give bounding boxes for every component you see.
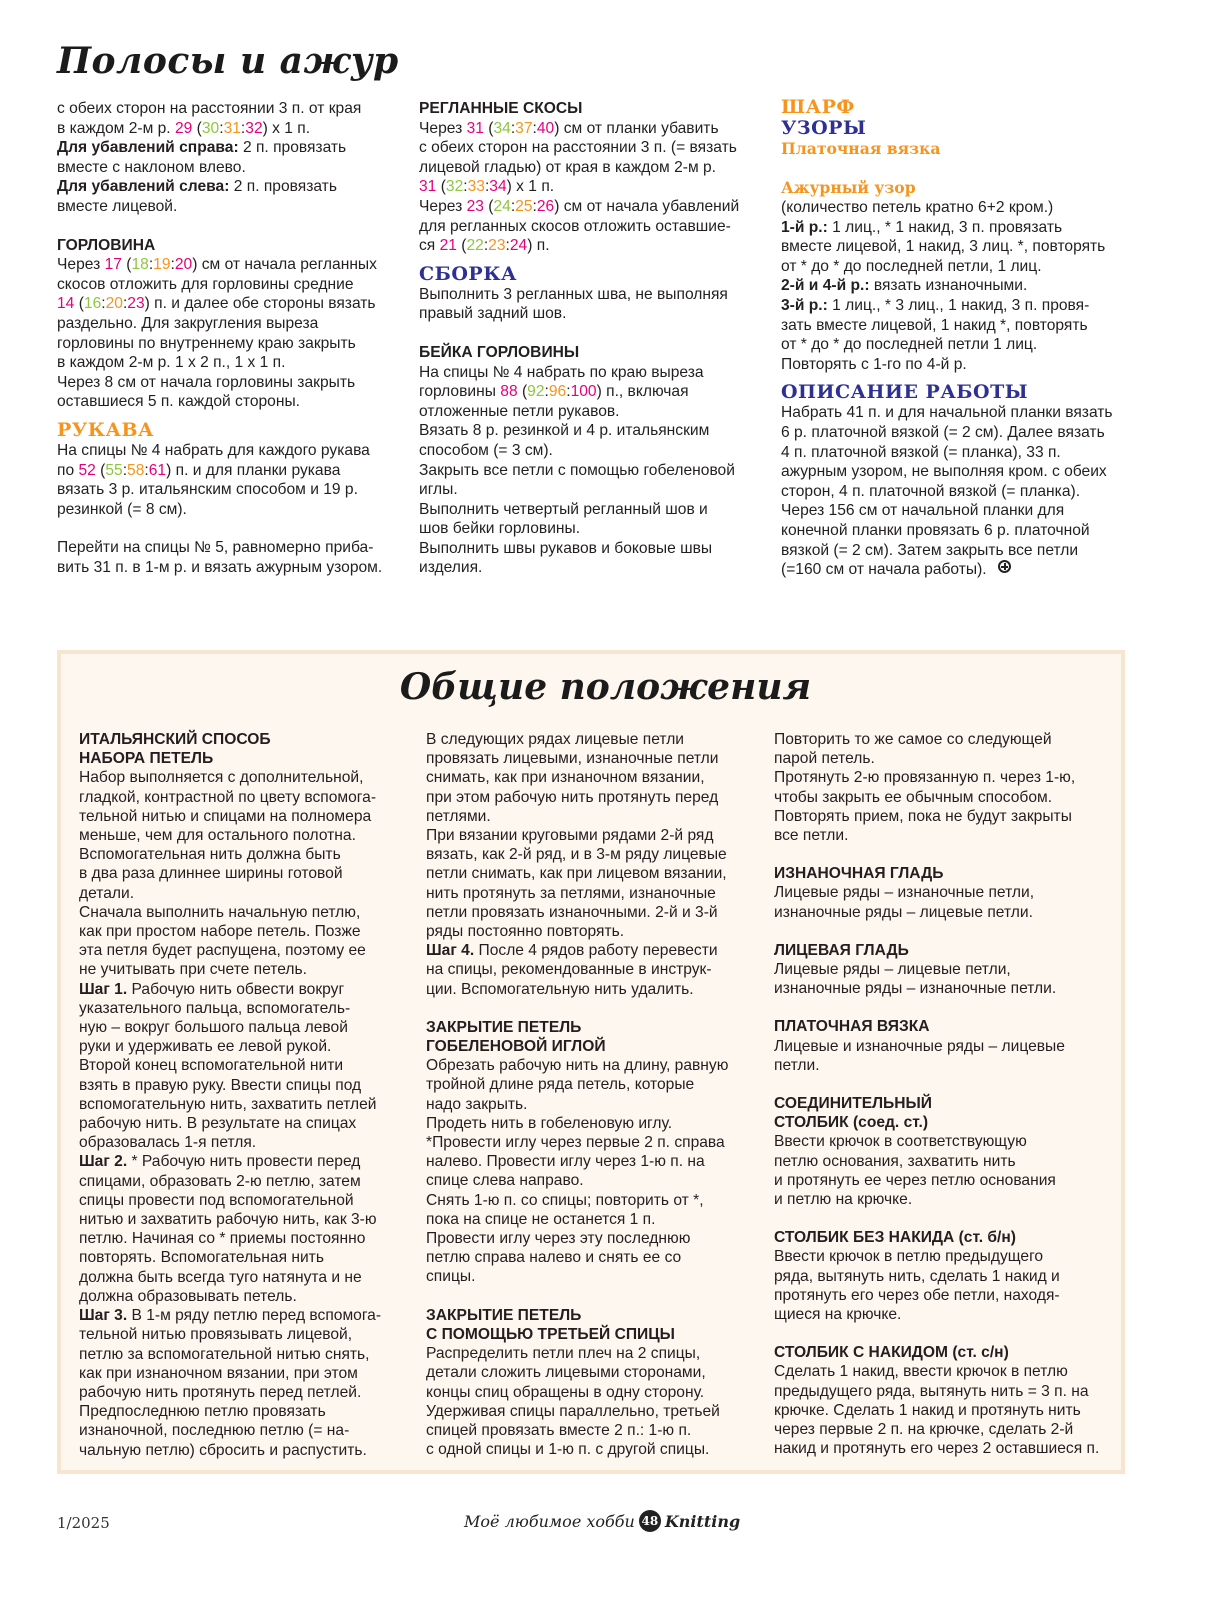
text-line: в каждом 2-м р. 29 (30:31:32) х 1 п.: [57, 119, 311, 137]
binding-text: [419, 363, 769, 579]
text-line: С ПОМОЩЬЮ ТРЕТЬЕЙ СПИЦЫ: [426, 1325, 675, 1343]
sleeves-text-2: [57, 538, 402, 577]
single-crochet-heading: СТОЛБИК БЕЗ НАКИДА (ст. б/н): [774, 1229, 1016, 1247]
text-line: СТОЛБИК (соед. ст.): [774, 1114, 929, 1132]
text-line: НАБОРА ПЕТЕЛЬ: [79, 750, 214, 768]
text-line: ажурным узором, не выполняя кром. с обеих: [781, 463, 1107, 481]
text-line: провязать лицевыми, изнаночные петли: [426, 750, 719, 768]
size-value: 24: [509, 237, 528, 255]
text-line: надо закрыть.: [426, 1095, 528, 1113]
text-line: Протянуть 2-ю провязанную п. через 1-ю,: [774, 769, 1076, 787]
slip-stitch-heading: [774, 1094, 1119, 1132]
text-line: *Провести иглу через первые 2 п. справа: [426, 1134, 725, 1152]
bold-term: 2-й и 4-й р.:: [781, 277, 870, 295]
size-value: 31: [466, 119, 484, 137]
size-value: 26: [536, 197, 555, 215]
text-line: спицами, образовать 2-ю петлю, затем: [79, 1172, 361, 1190]
bold-term: Шаг 1.: [79, 980, 128, 998]
page-title: Полосы и ажур: [57, 40, 399, 82]
size-value: 14: [57, 295, 75, 313]
text-line: через первые 2 п. на крючке, сделать 2-й: [774, 1421, 1074, 1439]
text-line: на спицы, рекомендованные в инструк-: [426, 961, 712, 979]
text-line: Повторять с 1-го по 4-й р.: [781, 355, 967, 373]
text-line: петлю. Начиная со * приемы постоянно: [79, 1230, 366, 1248]
text-line: Ввести крючок в петлю предыдущего: [774, 1248, 1044, 1266]
text-line: 14 (16:20:23) п. и далее обе стороны вязать: [57, 295, 376, 313]
purl-text: [774, 883, 1119, 921]
size-value: 32: [445, 178, 464, 196]
text-line: как при изнаночном вязании, при этом: [79, 1364, 358, 1382]
text-line: тельной нитью провязывать лицевой,: [79, 1326, 353, 1344]
text-line: петлю справа налево и снять ее со: [426, 1249, 682, 1267]
text-line: Шаг 1. Рабочую нить обвести вокруг: [79, 980, 345, 998]
text-line: лицевой гладью) от края в каждом 2-м р.: [419, 158, 717, 176]
text-line: накид и протянуть его через 2 оставшиеся п.: [774, 1440, 1100, 1458]
size-value: 88: [500, 383, 518, 401]
text-line: Повторять прием, пока не будут закрыты: [774, 807, 1072, 825]
text-line: изделия.: [419, 559, 483, 577]
continuation-text: [426, 730, 761, 999]
text-line: Через 8 см от начала горловины закрыть: [57, 373, 356, 391]
text-line: Для убавлений справа: 2 п. провязать: [57, 139, 347, 157]
garter-heading: Платочная вязка: [781, 139, 941, 158]
text-line: скосов отложить для горловины средние: [57, 275, 354, 293]
text-line: петлю основания, захватить нить: [774, 1152, 1016, 1170]
knit-text: [774, 960, 1119, 998]
size-value: 58: [127, 461, 145, 479]
bold-term: Шаг 4.: [426, 942, 475, 960]
text-line: Шаг 3. В 1-м ряду петлю перед вспомога-: [79, 1307, 382, 1325]
bold-term: Для убавлений слева:: [57, 178, 230, 196]
bold-term: Шаг 2.: [79, 1153, 128, 1171]
size-value: 23: [127, 295, 145, 313]
column-1: [57, 99, 402, 577]
size-value: 52: [78, 461, 96, 479]
text-line: вязать, как 2-й ряд, и в 3-м ряду лицевые: [426, 846, 727, 864]
text-line: пока на спице не останется 1 п.: [426, 1210, 656, 1228]
text-line: щиеся на крючке.: [774, 1306, 902, 1324]
size-value: 21: [439, 237, 457, 255]
text-line: 31 (32:33:34) х 1 п.: [419, 178, 555, 196]
text-line: оставшиеся 5 п. каждой стороны.: [57, 393, 300, 411]
text-line: руки и удерживать ее левой рукой.: [79, 1038, 332, 1056]
text-line: 4 п. платочной вязкой (= планка), 33 п.: [781, 443, 1061, 461]
text-line: ции. Вспомогательную нить удалить.: [426, 980, 694, 998]
text-line: гладкой, контрастной по цвету вспомога-: [79, 788, 377, 806]
size-value: 37: [515, 119, 533, 137]
magazine-name: Моё любимое хобби: [464, 1511, 635, 1531]
text-line: СОЕДИНИТЕЛЬНЫЙ: [774, 1095, 933, 1113]
text-line: Выполнить четвертый регланный шов и: [419, 500, 708, 518]
text-line: ряды постоянно повторять.: [426, 923, 625, 941]
text-line: тройной длине ряда петель, которые: [426, 1076, 695, 1094]
text-line: Выполнить швы рукавов и боковые швы: [419, 539, 713, 557]
tapestry-bindoff-heading: [426, 1018, 761, 1056]
size-value: 61: [148, 461, 167, 479]
text-line: Лицевые ряды – лицевые петли,: [774, 961, 1011, 979]
text-line: для регланных скосов отложить оставшие-: [419, 217, 731, 235]
text-line: Через 31 (34:37:40) см от планки убавить: [419, 119, 719, 137]
text-line: ГОБЕЛЕНОВОЙ ИГЛОЙ: [426, 1038, 606, 1056]
bindoff-continuation-text: [774, 730, 1119, 845]
work-text: [781, 403, 1136, 579]
neck-text: [57, 255, 402, 412]
text-line: Выполнить 3 регланных шва, не выполняя: [419, 285, 728, 303]
text-line: Предпоследнюю петлю провязать: [79, 1403, 326, 1421]
text-line: крючке. Сделать 1 накид и протянуть нить: [774, 1401, 1081, 1419]
size-value: 23: [466, 197, 484, 215]
italian-cast-on-text: [79, 768, 414, 1459]
text-line: взять в правую руку. Ввести спицы под: [79, 1076, 362, 1094]
lace-text: [781, 198, 1136, 374]
size-value: 31: [419, 178, 437, 196]
size-value: 16: [83, 295, 102, 313]
patterns-heading: УЗОРЫ: [781, 117, 867, 139]
text-line: с одной спицы и 1-ю п. с другой спицы.: [426, 1441, 710, 1459]
text-line: меньше, чем для остального полотна.: [79, 827, 356, 845]
bold-term: Для убавлений справа:: [57, 139, 239, 157]
text-line: образовалась 1-я петля.: [79, 1134, 257, 1152]
text-line: от * до * до последней петли, 1 лиц.: [781, 257, 1042, 275]
text-line: Закрыть все петли с помощью гобеленовой: [419, 461, 735, 479]
text-line: вспомогательную нить, захватить петлей: [79, 1095, 377, 1113]
text-line: отложенные петли рукавов.: [419, 402, 620, 420]
text-line: не учитывать при счете петель.: [79, 961, 307, 979]
text-line: эта петля будет распущена, поэтому ее: [79, 942, 366, 960]
size-value: 20: [174, 256, 193, 274]
general-column-2: [426, 730, 761, 1459]
text-line: Распределить петли плеч на 2 спицы,: [426, 1345, 701, 1363]
general-column-3: [774, 730, 1119, 1459]
text-line: чальную петлю) сбросить и распустить.: [79, 1441, 367, 1459]
size-value: 22: [466, 237, 484, 255]
text-line: ЗАКРЫТИЕ ПЕТЕЛЬ: [426, 1018, 582, 1036]
scarf-heading: ШАРФ: [781, 96, 855, 118]
text-line: шов бейки горловины.: [419, 520, 581, 538]
neck-heading: ГОРЛОВИНА: [57, 236, 156, 254]
text-line: Снять 1-ю п. со спицы; повторить от *,: [426, 1191, 704, 1209]
text-line: протянуть его через обе петли, находя-: [774, 1286, 1060, 1304]
size-value: 33: [467, 178, 485, 196]
text-line: Удерживая спицы параллельно, третьей: [426, 1402, 720, 1420]
text-line: при этом рабочую нить протянуть перед: [426, 788, 719, 806]
text-line: На спицы № 4 набрать для каждого рукава: [57, 441, 370, 459]
text-line: от * до * до последней петли 1 лиц.: [781, 336, 1038, 354]
page-number: 48: [639, 1510, 661, 1532]
text-line: детали.: [79, 884, 135, 902]
text-line: Вспомогательная нить должна быть: [79, 846, 341, 864]
text-line: Второй конец вспомогательной нити: [79, 1057, 344, 1075]
text-line: чтобы закрыть ее обычным способом.: [774, 788, 1053, 806]
text-line: ИТАЛЬЯНСКИЙ СПОСОБ: [79, 731, 271, 748]
text-line: парой петель.: [774, 750, 875, 768]
text-line: В следующих рядах лицевые петли: [426, 731, 685, 748]
assembly-heading: СБОРКА: [419, 262, 517, 285]
text-line: Лицевые и изнаночные ряды – лицевые: [774, 1037, 1065, 1055]
size-value: 30: [201, 119, 220, 137]
text-line: вязать 3 р. итальянским способом и 19 р.: [57, 481, 358, 499]
text-line: горловины 88 (92:96:100) п., включая: [419, 383, 689, 401]
text-line: нитью и захватить рабочую нить, как 3-ю: [79, 1211, 377, 1229]
brand-name: Knitting: [664, 1511, 741, 1531]
size-value: 34: [489, 178, 507, 196]
text-line: способом (= 3 см).: [419, 441, 553, 459]
size-value: 25: [515, 197, 533, 215]
text-line: раздельно. Для закругления выреза: [57, 314, 319, 332]
raglan-text: [419, 119, 769, 256]
text-line: ную – вокруг большого пальца левой: [79, 1019, 348, 1037]
text-line: спице слева направо.: [426, 1172, 584, 1190]
size-value: 55: [105, 461, 123, 479]
text-line: Шаг 2. * Рабочую нить провести перед: [79, 1153, 361, 1171]
binding-heading: БЕЙКА ГОРЛОВИНЫ: [419, 343, 580, 361]
text-line: указательного пальца, вспомогатель-: [79, 999, 351, 1017]
text-line: спицы.: [426, 1268, 476, 1286]
knit-heading: ЛИЦЕВАЯ ГЛАДЬ: [774, 941, 909, 959]
text-line: (количество петель кратно 6+2 кром.): [781, 199, 1054, 216]
size-value: 24: [493, 197, 511, 215]
size-value: 19: [153, 256, 171, 274]
general-title: Общие положения: [399, 666, 812, 708]
size-value: 18: [131, 256, 149, 274]
three-needle-bindoff-heading: [426, 1306, 761, 1344]
text-line: конечной планки провязать 6 р. платочной: [781, 521, 1090, 539]
tapestry-bindoff-text: [426, 1056, 761, 1286]
size-value: 32: [245, 119, 263, 137]
text-line: Обрезать рабочую нить на длину, равную: [426, 1057, 729, 1075]
text-line: резинкой (= 8 см).: [57, 500, 187, 518]
size-value: 29: [174, 119, 193, 137]
sleeves-heading: РУКАВА: [57, 418, 154, 441]
garter-stitch-text: [774, 1037, 1119, 1075]
text-line: предыдущего ряда, вытянуть нить = 3 п. на: [774, 1382, 1089, 1400]
text-line: спицы провести под вспомогательной: [79, 1191, 354, 1209]
size-value: 20: [105, 295, 123, 313]
text-line: иглы.: [419, 481, 458, 499]
text-line: Набрать 41 п. и для начальной планки вязать: [781, 404, 1113, 422]
text-line: Ввести крючок в соответствующую: [774, 1133, 1027, 1151]
text-line: Для убавлений слева: 2 п. провязать: [57, 178, 337, 196]
text-line: Сначала выполнить начальную петлю,: [79, 903, 361, 921]
bold-term: 1-й р.:: [781, 218, 828, 236]
text-line: зать вместе лицевой, 1 накид *, повторять: [781, 316, 1088, 334]
text-line: вместе с наклоном влево.: [57, 158, 246, 176]
text-line: Провести иглу через эту последнюю: [426, 1230, 691, 1248]
text-line: изнаночной, последнюю петлю (= на-: [79, 1422, 350, 1440]
text-line: по 52 (55:58:61) п. и для планки рукава: [57, 461, 341, 479]
text-line: 6 р. платочной вязкой (= 2 см). Далее вязать: [781, 423, 1105, 441]
size-value: 100: [570, 383, 597, 401]
text-line: Повторить то же самое со следующей: [774, 731, 1052, 748]
text-line: и петлю на крючке.: [774, 1191, 913, 1209]
double-crochet-heading: СТОЛБИК С НАКИДОМ (ст. с/н): [774, 1344, 1009, 1362]
size-value: 23: [488, 237, 506, 255]
bold-term: Шаг 3.: [79, 1307, 128, 1325]
text-line: 2-й и 4-й р.: вязать изнаночными.: [781, 277, 1028, 295]
text-line: ряда, вытянуть нить, сделать 1 накид и: [774, 1267, 1060, 1285]
text-line: рабочую нить протянуть перед петлей.: [79, 1383, 362, 1401]
text-line: Продеть нить в гобеленовую иглу.: [426, 1114, 673, 1132]
garter-stitch-heading: ПЛАТОЧНАЯ ВЯЗКА: [774, 1018, 930, 1036]
end-mark-icon: [998, 560, 1011, 573]
purl-heading: ИЗНАНОЧНАЯ ГЛАДЬ: [774, 865, 944, 883]
size-value: 17: [104, 256, 122, 274]
text-line: Набор выполняется с дополнительной,: [79, 769, 364, 787]
text-line: детали сложить лицевыми сторонами,: [426, 1364, 706, 1382]
text-line: тельной нитью и спицами на полномера: [79, 807, 372, 825]
text-line: изнаночные ряды – лицевые петли.: [774, 903, 1033, 921]
bold-term: 3-й р.:: [781, 296, 828, 314]
three-needle-bindoff-text: [426, 1344, 761, 1459]
double-crochet-text: [774, 1362, 1119, 1458]
text-line: вить 31 п. в 1-м р. и вязать ажурным узором.: [57, 558, 383, 576]
size-value: 96: [548, 383, 567, 401]
text-line: налево. Провести иглу через 1-ю п. на: [426, 1153, 705, 1171]
slip-stitch-text: [774, 1132, 1119, 1209]
column-2: [419, 99, 769, 578]
general-column-1: [79, 730, 414, 1460]
text-line: снимать, как при изнаночном вязании,: [426, 769, 705, 787]
size-value: 92: [527, 383, 545, 401]
text-line: петли снимать, как при лицевом вязании,: [426, 865, 727, 883]
italian-cast-on-heading: [79, 730, 414, 768]
text-line: На спицы № 4 набрать по краю выреза: [419, 363, 704, 381]
issue-number: 1/2025: [57, 1514, 110, 1532]
assembly-text: [419, 285, 769, 324]
text-line: вязкой (= 2 см). Затем закрыть все петли: [781, 541, 1079, 559]
text-line: концы спиц обращены в одну сторону.: [426, 1383, 705, 1401]
sleeves-text: [57, 441, 402, 519]
raglan-heading: РЕГЛАННЫЕ СКОСЫ: [419, 100, 583, 117]
text-line: петли провязать изнаночными. 2-й и 3-й: [426, 903, 718, 921]
text-line: сторон, 4 п. платочной вязкой (= планка).: [781, 482, 1081, 500]
lace-heading: Ажурный узор: [781, 178, 916, 197]
size-value: 31: [223, 119, 241, 137]
text-line: в каждом 2-м р. 1 х 2 п., 1 х 1 п.: [57, 354, 286, 372]
text-line: и протянуть ее через петлю основания: [774, 1171, 1056, 1189]
text-line: (=160 см от начала работы).: [781, 561, 987, 579]
text-line: Перейти на спицы № 5, равномерно приба-: [57, 539, 374, 557]
text-line: 1-й р.: 1 лиц., * 1 накид, 3 п. провязать: [781, 218, 1063, 236]
text-line: петли.: [774, 1056, 820, 1074]
text-line: Вязать 8 р. резинкой и 4 р. итальянским: [419, 422, 710, 440]
text-line: как при простом наборе петель. Позже: [79, 923, 361, 941]
single-crochet-text: [774, 1247, 1119, 1324]
footer-branding: [464, 1510, 740, 1532]
text-line: ся 21 (22:23:24) п.: [419, 237, 550, 255]
text-line: рабочую нить. В результате на спицах: [79, 1115, 357, 1133]
text-line: Через 156 см от начальной планки для: [781, 502, 1065, 520]
text-line: правый задний шов.: [419, 305, 567, 323]
text-line: 3-й р.: 1 лиц., * 3 лиц., 1 накид, 3 п. провя-: [781, 296, 1090, 314]
text-line: спицей провязать вместе 2 п.: 1-ю п.: [426, 1421, 692, 1439]
text-line: ЗАКРЫТИЕ ПЕТЕЛЬ: [426, 1306, 582, 1324]
text-line: должна образовывать петель.: [79, 1287, 297, 1305]
text-line: изнаночные ряды – изнаночные петли.: [774, 980, 1057, 998]
work-heading: ОПИСАНИЕ РАБОТЫ: [781, 381, 1029, 404]
text-line: Через 17 (18:19:20) см от начала регланных: [57, 256, 377, 274]
text-line: Шаг 4. После 4 рядов работу перевести: [426, 942, 718, 960]
text-line: в два раза длиннее ширины готовой: [79, 865, 343, 883]
text-line: вместе лицевой, 1 накид, 3 лиц. *, повторять: [781, 238, 1106, 256]
text-line: с обеих сторон на расстоянии 3 п. (= вязать: [419, 139, 737, 157]
text-line: Через 23 (24:25:26) см от начала убавлений: [419, 197, 740, 215]
intro-text: [57, 99, 402, 217]
text-line: нить протянуть за петлями, изнаночные: [426, 884, 716, 902]
text-line: горловины по внутреннему краю закрыть: [57, 334, 356, 352]
text-line: петлями.: [426, 807, 491, 825]
text-line: При вязании круговыми рядами 2-й ряд: [426, 827, 714, 845]
text-line: все петли.: [774, 827, 849, 845]
text-line: с обеих сторон на расстоянии 3 п. от края: [57, 100, 362, 117]
text-line: должна быть всегда туго натянута и не: [79, 1268, 362, 1286]
size-value: 34: [493, 119, 511, 137]
text-line: вместе лицевой.: [57, 197, 178, 215]
column-3: [781, 97, 1136, 580]
size-value: 40: [536, 119, 555, 137]
text-line: Сделать 1 накид, ввести крючок в петлю: [774, 1363, 1068, 1381]
text-line: петлю за вспомогательной нитью снять,: [79, 1345, 370, 1363]
text-line: Лицевые ряды – изнаночные петли,: [774, 884, 1035, 902]
text-line: повторять. Вспомогательная нить: [79, 1249, 324, 1267]
